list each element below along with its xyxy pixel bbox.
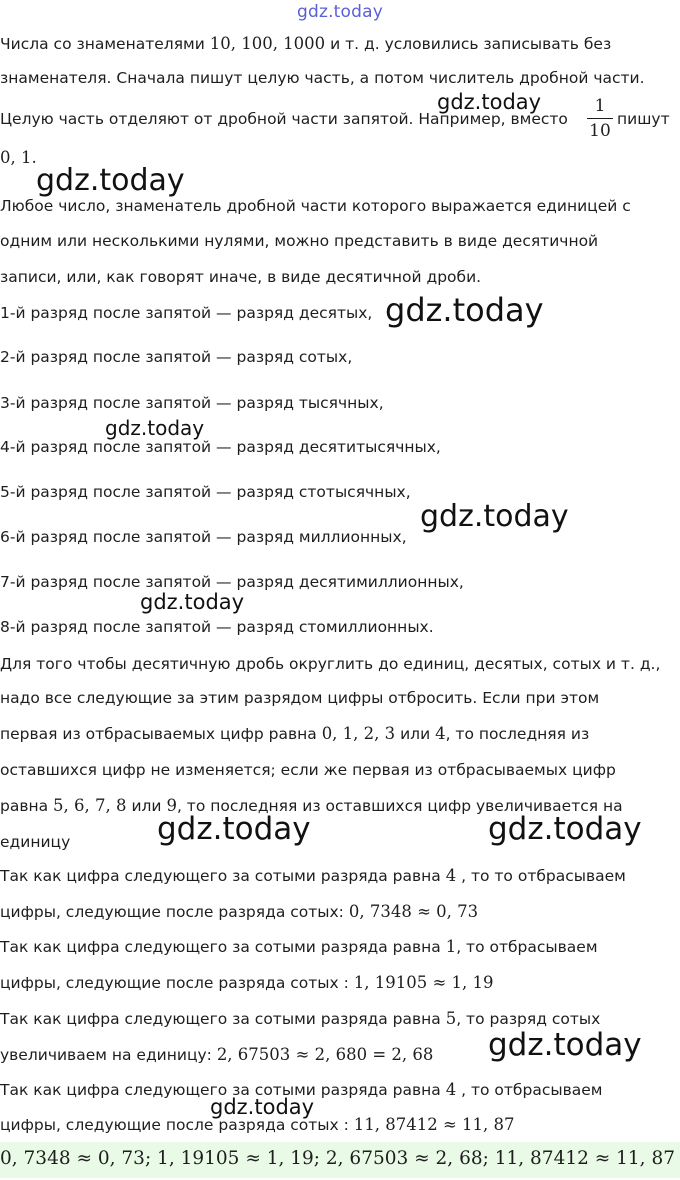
text-segment: , то отбрасываем [456,938,598,956]
text-segment: 4-й разряд после запятой — разряд десятитысячных, [0,438,441,456]
fraction-numerator: 1 [594,96,606,116]
text-line-17 [0,654,680,674]
text-line-9 [0,303,680,323]
math-expression: 4 [435,724,446,743]
text-segment: или [395,725,436,743]
text-line-19 [0,724,680,744]
text-segment: цифры, следующие после разряда сотых : [0,974,354,992]
text-segment: одним или несколькими нулями, можно представить в виде десятичной [0,232,599,250]
text-segment: Числа со знаменателями [0,35,210,53]
text-line-16 [0,617,680,637]
text-line-2 [0,68,680,88]
text-segment: пишут [617,110,670,128]
text-segment: Для того чтобы десятичную дробь округлить до единиц, десятых, сотых и т. д., [0,655,661,673]
text-line-18 [0,688,680,708]
text-segment: 3-й разряд после запятой — разряд тысячных, [0,394,384,412]
text-segment: надо все следующие за этим разрядом цифры отбросить. Если при этом [0,689,600,707]
text-segment: 8-й разряд после запятой — разряд стомиллионных. [0,618,434,636]
watermark: gdz.today [420,499,569,534]
text-segment: оставшихся цифр не изменяется; если же первая из отбрасываемых цифр [0,761,616,779]
text-segment: Так как цифра следующего за сотыми разряда равна [0,938,446,956]
text-segment: или [126,797,167,815]
watermark: gdz.today [157,811,311,847]
watermark: gdz.today [140,590,245,614]
text-line-25 [0,937,680,957]
text-segment: первая из отбрасываемых цифр равна [0,725,322,743]
math-expression: 0, 7348 ≈ 0, 73 [348,902,479,921]
math-expression: 0, 1, 2, 3 [321,724,396,743]
text-line-13 [0,482,680,502]
text-segment: , то то отбрасываем [456,867,626,885]
text-line-4 [617,109,670,129]
text-segment: и т. д. условились записывать без [325,35,612,53]
watermark: gdz.today [488,811,642,847]
text-segment: , то разряд сотых [456,1010,601,1028]
text-segment: , то отбрасываем [456,1081,603,1099]
text-segment: единицу [0,833,71,851]
watermark: gdz.today [210,1095,315,1119]
watermark: gdz.today [105,416,205,440]
text-segment: цифры, следующие после разряда сотых : [0,1116,354,1134]
text-line-29 [0,1080,680,1100]
text-line-8 [0,267,680,287]
watermark: gdz.today [36,163,185,198]
fraction-bar [587,118,613,119]
text-segment: 1-й разряд после запятой — разряд десятых, [0,304,373,322]
math-expression: 2, 67503 ≈ 2, 680 = 2, 68 [216,1045,434,1064]
text-segment: , то последняя из [445,725,590,743]
answer-box: 0, 7348 ≈ 0, 73; 1, 19105 ≈ 1, 19; 2, 67503 ≈ 2, 68; 11, 87412 ≈ 11, 87 [0,1142,680,1178]
math-expression: 0, 1. [0,148,37,167]
text-line-30 [0,1115,680,1135]
text-line-14 [0,527,680,547]
watermark: gdz.today [437,90,542,114]
text-line-11 [0,393,680,413]
math-expression: 4 [445,866,457,885]
text-segment: равна [0,797,54,815]
math-expression: 4 [445,1080,457,1099]
fraction-denominator: 10 [589,121,611,141]
math-expression: 5 [445,1009,457,1028]
math-expression: 5, 6, 7, 8 [53,796,127,815]
text-line-7 [0,231,680,251]
text-segment: , то последняя из оставшихся цифр увеличивается на [176,797,623,815]
text-segment: цифры, следующие после разряда сотых: [0,903,349,921]
text-line-10 [0,347,680,367]
fraction-one-tenth [587,96,613,141]
text-segment: увеличиваем на единицу: [0,1046,217,1064]
text-segment: Любое число, знаменатель дробной части которого выражается единицей с [0,197,631,215]
text-line-26 [0,973,680,993]
text-line-1 [0,34,680,54]
text-line-12 [0,437,680,457]
text-line-15 [0,572,680,592]
math-expression: 9 [166,796,177,815]
text-segment: 2-й разряд после запятой — разряд сотых, [0,348,353,366]
text-segment: Целую часть отделяют от дробной части запятой. Например, вместо [0,110,568,128]
text-line-3 [0,109,680,129]
text-segment: знаменателя. Сначала пишут целую часть, а потом числитель дробной части. [0,69,645,87]
text-segment: записи, или, как говорят иначе, в виде десятичной дроби. [0,268,482,286]
text-line-20 [0,760,680,780]
text-segment: 6-й разряд после запятой — разряд миллионных, [0,528,407,546]
text-line-27 [0,1009,680,1029]
text-line-6 [0,196,680,216]
watermark: gdz.today [385,291,544,329]
text-segment: Так как цифра следующего за сотыми разряда равна [0,1010,446,1028]
text-line-24 [0,902,680,922]
text-segment: 5-й разряд после запятой — разряд стотысячных, [0,483,411,501]
text-segment: Так как цифра следующего за сотыми разряда равна [0,867,446,885]
watermark: gdz.today [488,1027,642,1063]
math-expression: 1 [445,937,457,956]
math-expression: 1, 19105 ≈ 1, 19 [353,973,494,992]
text-segment: 7-й разряд после запятой — разряд десятимиллионных, [0,573,464,591]
text-segment: Так как цифра следующего за сотыми разряда равна [0,1081,446,1099]
math-expression: 10, 100, 1000 [209,34,326,53]
math-expression: 11, 87412 ≈ 11, 87 [353,1115,515,1134]
watermark-top: gdz.today [296,2,384,22]
text-line-23 [0,866,680,886]
